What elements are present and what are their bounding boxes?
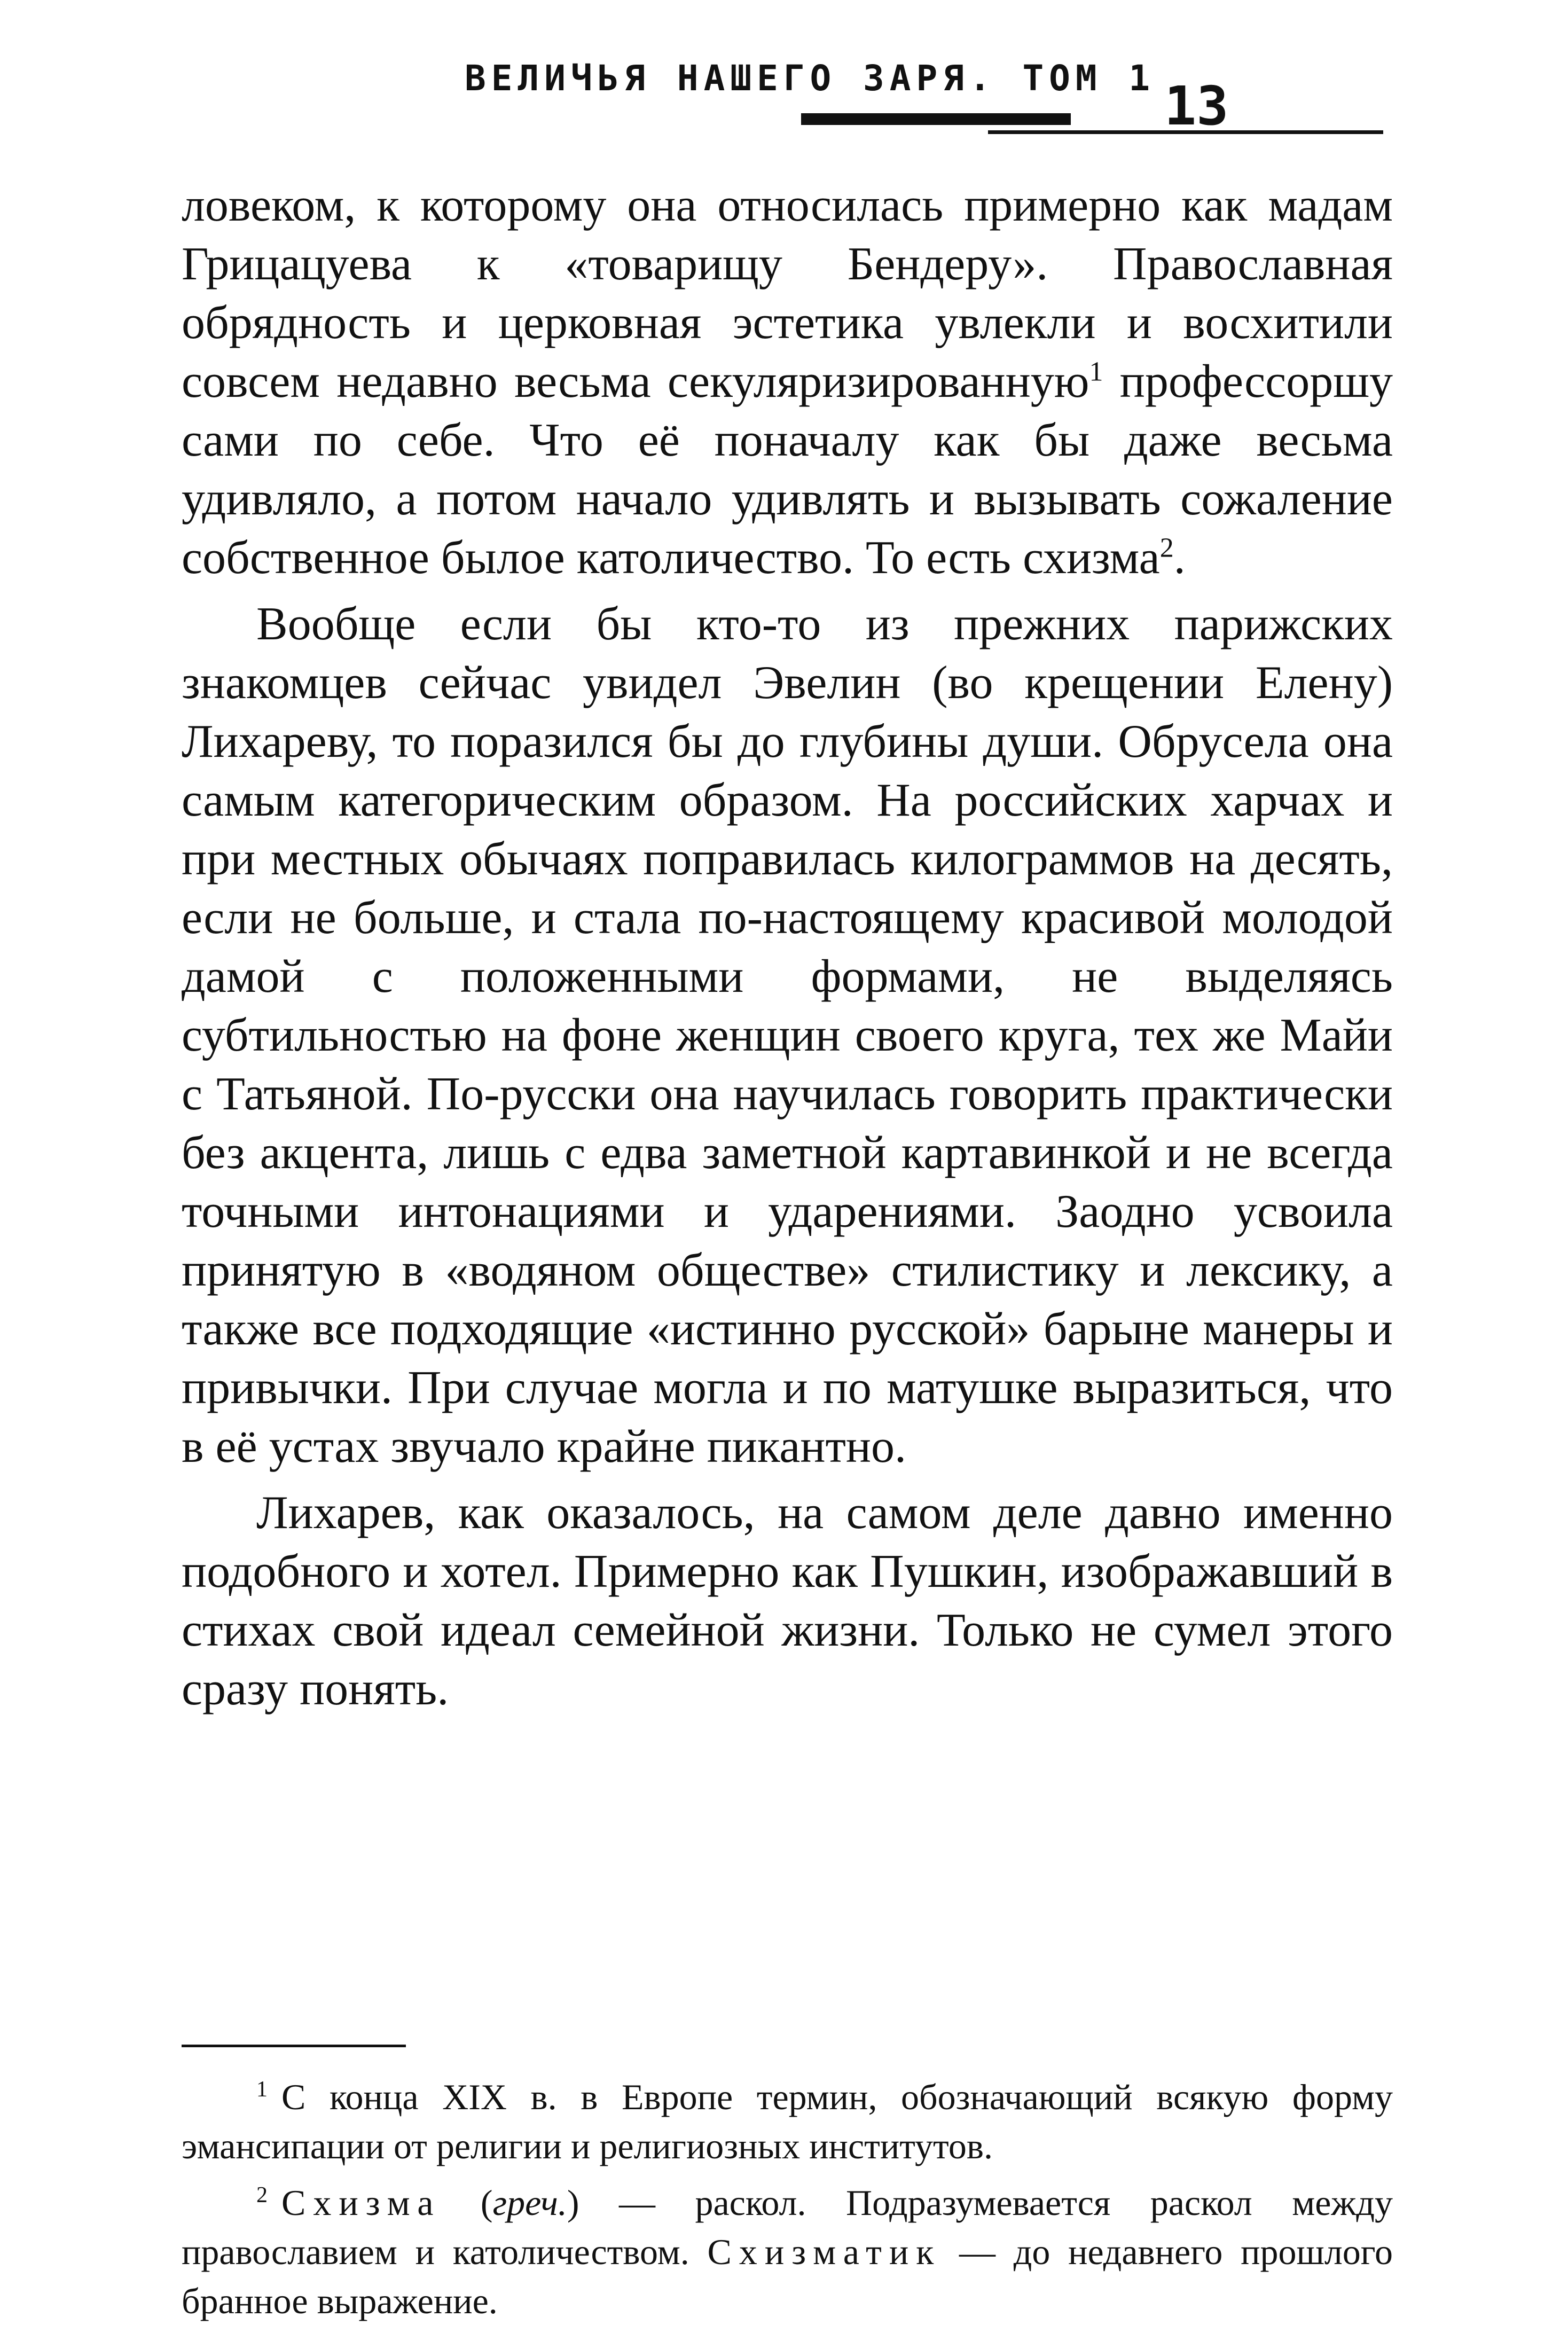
footnote-separator xyxy=(182,2045,406,2047)
paragraph-2: Вообще если бы кто-то из прежних парижских знакомцев сейчас увидел Эвелин (во крещении Елену) Лихареву, то поразился бы до глубины души. Обрусела она самым категорическим образом. На российских харчах и при местных обычаях поправилась килограммов на десять, если не больше, и стала по-настоящему красивой молодой дамой с положенными формами, не выделяясь субтильностью на фоне женщин своего круга, тех же Майи с Татьяной. По-русски она научилась говорить практически без акцента, лишь с едва заметной картавинкой и не всегда точными интонациями и ударениями. Заодно усвоила принятую в «водяном обществе» стилистику и лексику, а также все подходящие «истинно русской» барыне манеры и привычки. При случае могла и по матушке выразиться, что в её устах звучало крайне пикантно. xyxy=(182,598,1393,1473)
footnotes xyxy=(182,2072,1393,2333)
footnote-2-marker: 2 xyxy=(256,2183,268,2208)
paragraph-1 xyxy=(182,176,1393,588)
footnote-2: $^2$ Схизма (греч.) — раскол. Подразумевается раскол между православием и католичеством. Схизматик — до недавнего прошлого бранное выражение. xyxy=(182,2182,1393,2321)
footnote-1-marker: 1 xyxy=(256,2077,268,2102)
footnote-ref-2: 2 xyxy=(1159,533,1174,563)
running-title: ВЕЛИЧЬЯ НАШЕГО ЗАРЯ. ТОМ 1 xyxy=(465,58,1156,99)
footnote-2-term-2: Схизматик xyxy=(707,2232,942,2272)
page-header xyxy=(0,0,1568,160)
footnote-2-lang: греч. xyxy=(492,2182,567,2223)
paragraph-1-part-a: ловеком, к которому она относилась примерно как мадам Грицацуева к «товарищу Бендеру». Православная обрядность и церковная эстетика увлекли и восхитили совсем недавно весьма секуляризированную xyxy=(182,179,1393,408)
page-number: 13 xyxy=(1164,75,1229,137)
footnote-1-text: С конца XIX в. в Европе термин, обозначающий всякую форму эмансипации от религии и религиозных институтов. xyxy=(182,2077,1393,2166)
footnote-2-text-1: — раскол. Подразумевается раскол между православием и католичеством. xyxy=(182,2182,1393,2272)
footnote-2-term: Схизма xyxy=(281,2182,441,2223)
header-rule-thick xyxy=(801,113,1071,125)
footnote-ref-1: 1 xyxy=(1089,356,1103,387)
footnote-1 xyxy=(182,2072,1393,2171)
paragraph-1-part-b: профессоршу сами по себе. Что её поначалу как бы даже весьма удивляло, а потом начало удивлять и вызывать сожаление собственное былое католичество. То есть схизма xyxy=(182,356,1393,584)
paragraph-1-part-c: . xyxy=(1173,532,1186,584)
paragraph-3: Лихарев, как оказалось, на самом деле давно именно подобного и хотел. Примерно как Пушкин, изображавший в стихах свой идеал семейной жизни. Только не сумел этого сразу понять. xyxy=(182,1487,1393,1715)
footnote-2-text-2: — до недавнего прошлого бранное выражение. xyxy=(182,2232,1393,2321)
body-text xyxy=(182,176,1393,1726)
